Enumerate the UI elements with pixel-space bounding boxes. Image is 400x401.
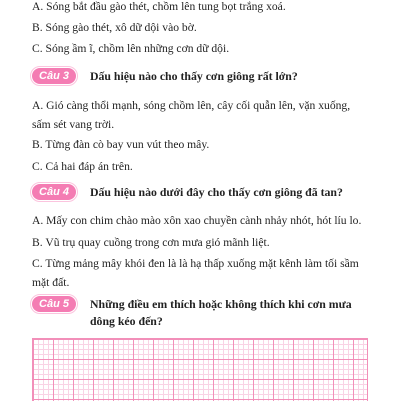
question-4-badge: Câu 4	[32, 184, 76, 200]
q3-option-a[interactable]: A. Gió càng thổi mạnh, sóng chồm lên, cây cối quẫn lên, vặn xuống, sấm sét vang trời.	[32, 99, 351, 131]
q3-option-c[interactable]: C. Cả hai đáp án trên.	[32, 160, 133, 173]
q2-option-c[interactable]: C. Sóng ầm ĩ, chồm lên những cơn dữ dội.	[32, 42, 230, 55]
question-3	[32, 68, 368, 86]
question-5-badge: Câu 5	[32, 296, 76, 312]
answer-writing-grid[interactable]	[32, 338, 368, 401]
q4-option-b[interactable]: B. Vũ trụ quay cuồng trong cơn mưa gió mãnh liệt.	[32, 236, 270, 249]
question-4	[32, 184, 368, 202]
q4-option-c[interactable]: C. Từng mảng mây khói đen là là hạ thấp xuống mặt kênh làm tối sầm mặt đất.	[32, 257, 359, 289]
q2-option-b[interactable]: B. Sóng gào thét, xô dữ dội vào bờ.	[32, 21, 197, 34]
q2-option-a[interactable]: A. Sóng bắt đầu gào thét, chồm lên tung bọt trắng xoá.	[32, 0, 286, 13]
question-3-badge: Câu 3	[32, 68, 76, 84]
question-4-text: Dấu hiệu nào dưới đây cho thấy cơn giông đã tan?	[90, 185, 343, 199]
q3-option-b[interactable]: B. Từng đàn cò bay vun vút theo mây.	[32, 138, 210, 151]
question-3-text: Dấu hiệu nào cho thấy cơn giông rất lớn?	[90, 69, 298, 83]
q4-option-a[interactable]: A. Mấy con chim chào mào xôn xao chuyền cành nhảy nhót, hót líu lo.	[32, 214, 362, 227]
question-5	[32, 296, 368, 330]
question-5-text: Những điều em thích hoặc không thích khi cơn mưa dông kéo đến?	[90, 297, 352, 328]
